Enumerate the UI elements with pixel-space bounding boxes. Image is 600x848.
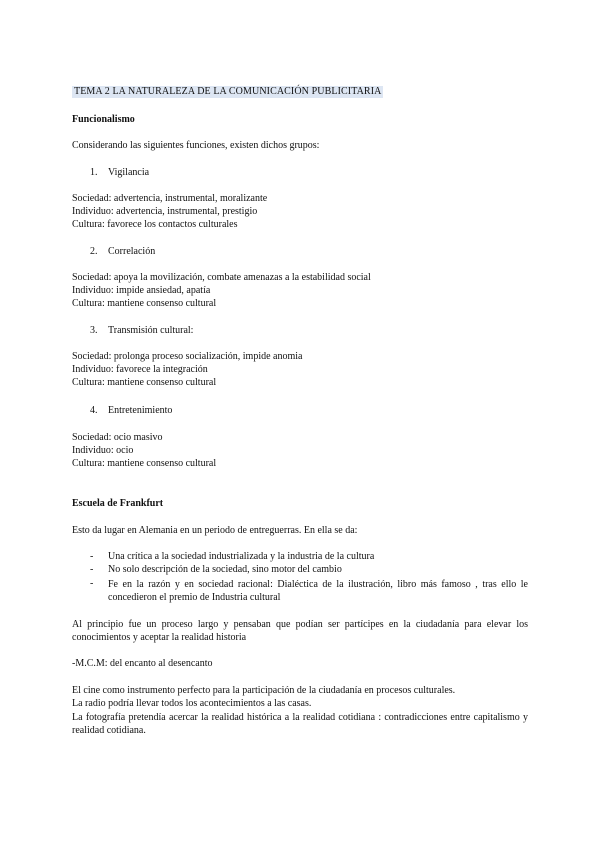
section-line: Cultura: mantiene consenso cultural	[72, 458, 217, 469]
closing-line: La fotografía pretendía acercar la realidad histórica a la realidad cotidiana : contradicciones entre capitalismo y realidad cotidiana.	[72, 712, 528, 736]
section-line: Sociedad: apoya la movilización, combate amenazas a la estabilidad social	[72, 272, 371, 283]
section-line: Sociedad: prolonga proceso socialización, impide anomia	[72, 351, 303, 362]
section-line: Sociedad: advertencia, instrumental, moralizante	[72, 193, 268, 204]
section-line: Individuo: impide ansiedad, apatía	[72, 285, 211, 296]
section-number: 1.	[90, 167, 98, 178]
section-line: Individuo: favorece la integración	[72, 364, 208, 375]
section-number: 4.	[90, 405, 98, 416]
frankfurt-intro: Esto da lugar en Alemania en un periodo de entreguerras. En ella se da:	[72, 525, 358, 536]
section-line: Cultura: mantiene consenso cultural	[72, 298, 217, 309]
closing-line: La radio podría llevar todos los acontecimientos a las casas.	[72, 698, 312, 709]
section-name-entretenimiento: Entretenimiento	[108, 405, 173, 416]
funcionalismo-heading: Funcionalismo	[72, 114, 135, 125]
section-name-correlacion: Correlación	[108, 246, 156, 257]
bullet-marker: -	[90, 578, 94, 589]
bullet-item: Una crítica a la sociedad industrializada y la industria de la cultura	[108, 551, 375, 562]
frankfurt-heading: Escuela de Frankfurt	[72, 498, 164, 509]
document-title: TEMA 2 LA NATURALEZA DE LA COMUNICACIÓN PUBLICITARIA	[74, 86, 382, 97]
bullet-marker: -	[90, 551, 94, 562]
mcm-line: -M.C.M: del encanto al desencanto	[72, 658, 213, 669]
section-line: Cultura: favorece los contactos culturales	[72, 219, 238, 230]
bullet-marker: -	[90, 564, 94, 575]
section-number: 2.	[90, 246, 98, 257]
closing-line: El cine como instrumento perfecto para la participación de la ciudadanía en procesos culturales.	[72, 685, 456, 696]
section-number: 3.	[90, 325, 98, 336]
bullet-item: Fe en la razón y en sociedad racional: Dialéctica de la ilustración, libro más famoso , tras ello le concedieron el premio de Industria cultural	[108, 579, 528, 603]
funcionalismo-intro: Considerando las siguientes funciones, existen dichos grupos:	[72, 140, 320, 151]
section-line: Cultura: mantiene consenso cultural	[72, 377, 217, 388]
frankfurt-paragraph: Al principio fue un proceso largo y pensaban que podían ser partícipes en la ciudadanía para elevar los conocimientos y aceptar la realidad historia	[72, 619, 528, 643]
section-line: Individuo: ocio	[72, 445, 134, 456]
section-line: Sociedad: ocio masivo	[72, 432, 163, 443]
section-name-transmision: Transmisión cultural:	[108, 325, 194, 336]
section-line: Individuo: advertencia, instrumental, prestigio	[72, 206, 258, 217]
bullet-item: No solo descripción de la sociedad, sino motor del cambio	[108, 564, 342, 575]
section-name-vigilancia: Vigilancia	[108, 167, 150, 178]
